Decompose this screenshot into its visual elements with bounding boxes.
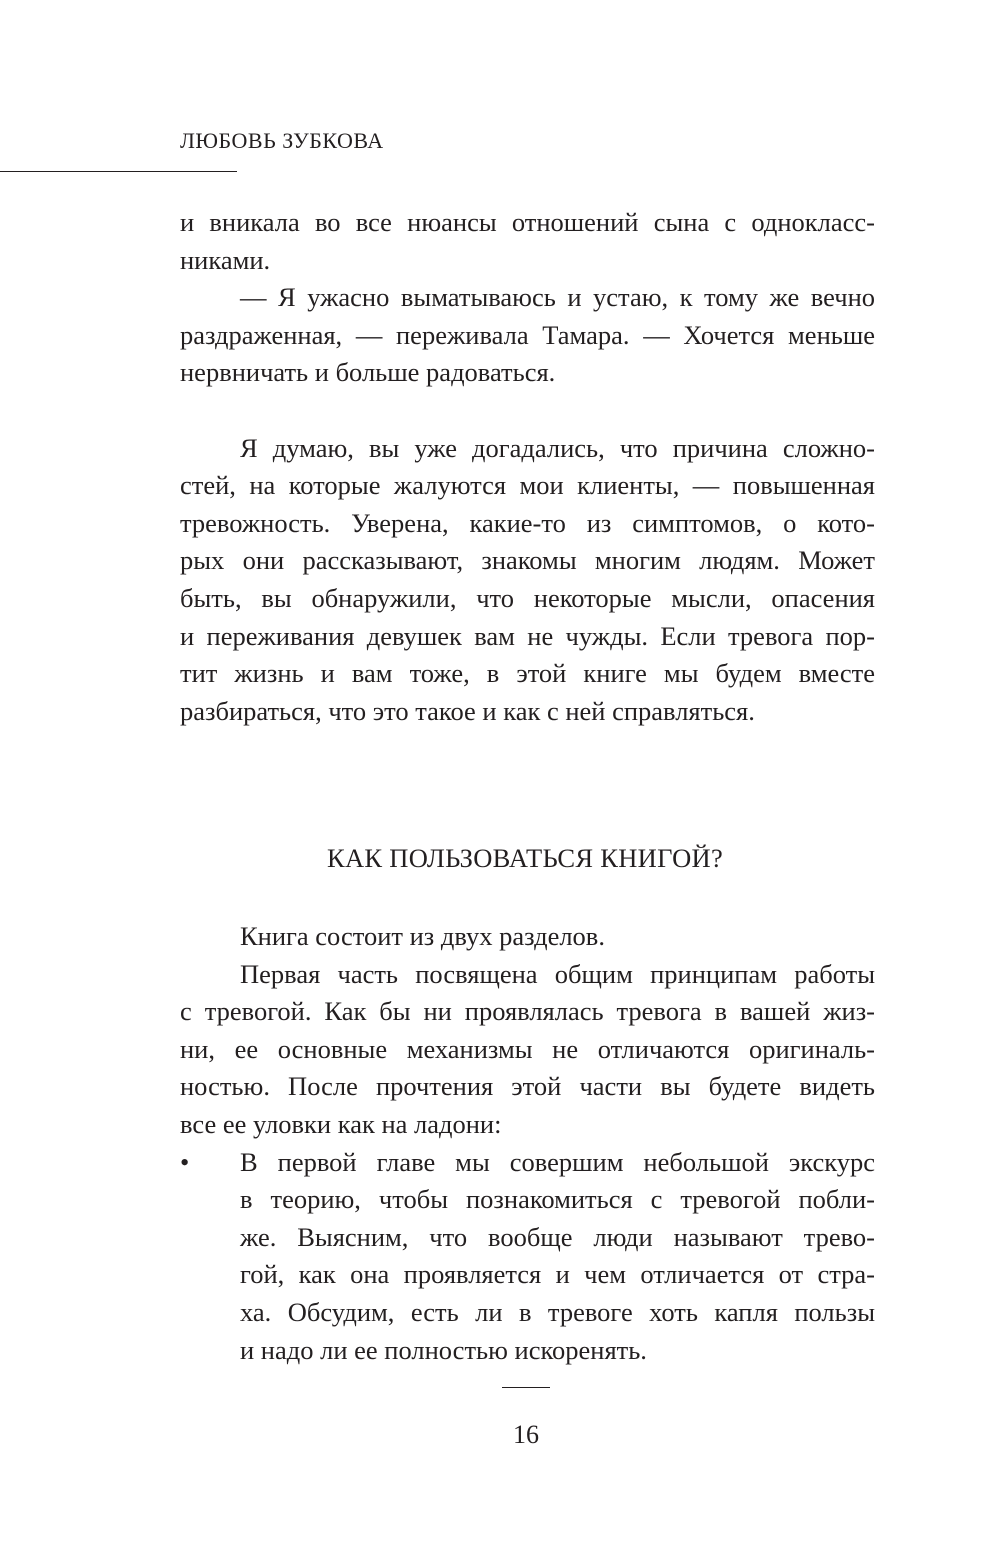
text-line: с тревогой. Как бы ни проявлялась тревога в вашей жиз- [180,996,875,1027]
footer-rule [502,1387,550,1388]
text-line: — Я ужасно выматываюсь и устаю, к тому же вечно [240,282,875,313]
text-line: гой, как она проявляется и чем отличается от стра- [240,1259,875,1290]
text-line: ха. Обсудим, есть ли в тревоге хоть капля пользы [240,1297,875,1327]
text-line: Первая часть посвящена общим принципам работы [240,958,875,989]
text-line: в теорию, чтобы познакомиться с тревогой побли- [240,1184,875,1215]
text-line: и вникала во все нюансы отношений сына с однокласс- [180,207,875,237]
text-line: и надо ли ее полностью искоренять. [240,1334,647,1365]
bullet-marker: • [180,1146,190,1177]
text-line: тит жизнь и вам тоже, в этой книге мы будем вместе [180,658,875,689]
text-line: Книга состоит из двух разделов. [240,921,605,951]
text-line: никами. [180,244,271,275]
text-line: рых они рассказывают, знакомы многим людям. Может [180,545,875,576]
text-line: ностью. После прочтения этой части вы будете видеть [180,1071,875,1102]
text-line: раздраженная, — переживала Тамара. — Хочется меньше [180,319,875,350]
text-line: быть, вы обнаружили, что некоторые мысли, опасения [180,583,875,613]
text-line: все ее уловки как на ладони: [180,1109,502,1139]
text-line: В первой главе мы совершим небольшой экскурс [240,1146,875,1177]
section-heading: КАК ПОЛЬЗОВАТЬСЯ КНИГОЙ? [326,843,724,873]
text-line: и переживания девушек вам не чужды. Если тревога пор- [180,620,875,651]
header-rule [0,171,237,172]
text-line: же. Выясним, что вообще люди называют трево- [240,1221,875,1252]
text-line: нервничать и больше радоваться. [180,357,556,388]
text-line: разбираться, что это такое и как с ней справляться. [180,695,755,726]
text-line: стей, на которые жалуются мои клиенты, — повышенная [180,470,875,501]
text-line: ни, ее основные механизмы не отличаются оригиналь- [180,1033,875,1064]
text-line: Я думаю, вы уже догадались, что причина сложно- [240,432,875,463]
page-number: 16 [513,1420,539,1449]
running-head-author: ЛЮБОВЬ ЗУБКОВА [180,128,384,153]
text-line: тревожность. Уверена, какие-то из симптомов, о кото- [180,507,875,538]
